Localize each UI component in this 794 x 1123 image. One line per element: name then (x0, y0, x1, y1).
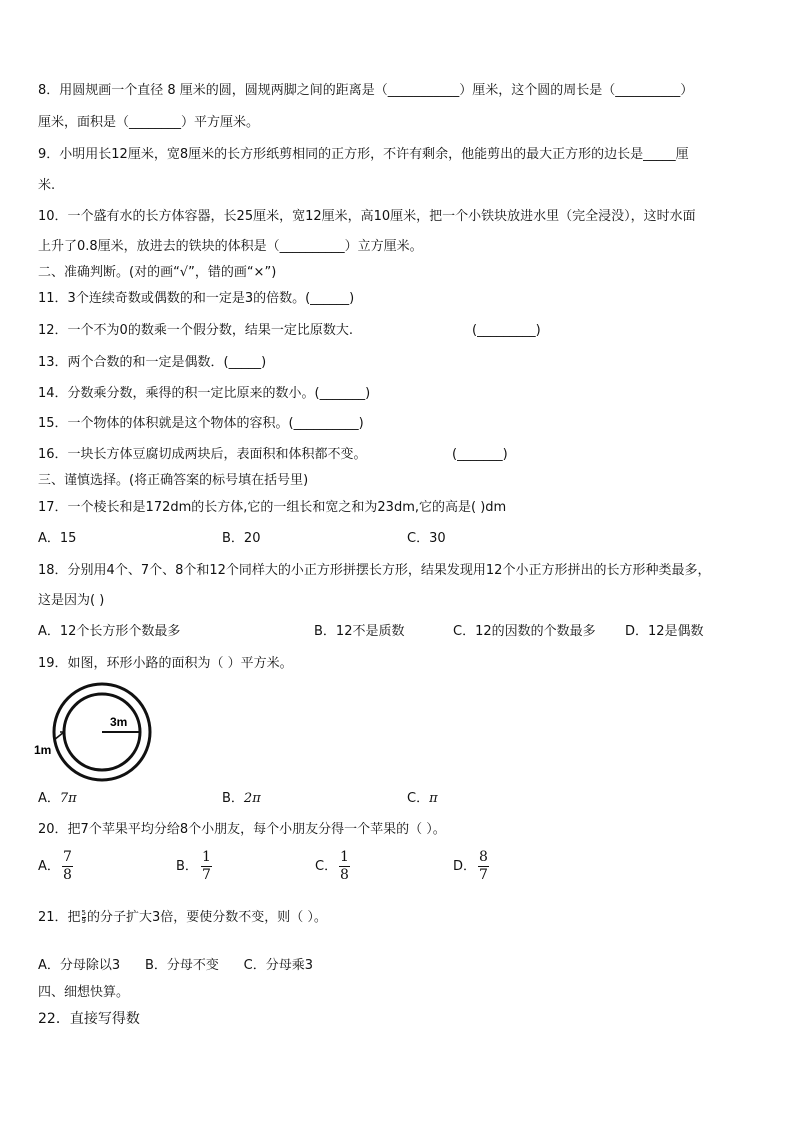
q21-options: A．分母除以3 B．分母不变 C．分母乘3 (38, 958, 314, 973)
q8-line-1: 8．用圆规画一个直径 8 厘米的圆，圆规两脚之间的距离是（___________）厘米，这个圆的周长是（__________） (38, 83, 694, 98)
q19-option-a-value: 7π (59, 791, 77, 806)
q18-option-c: C．12的因数的个数最多 (453, 624, 596, 639)
ring-path-figure (30, 682, 160, 788)
q16-answer-blank: (_______) (452, 447, 508, 462)
q19-option-b (222, 790, 261, 808)
q18-option-a: A．12个长方形个数最多 (38, 624, 181, 639)
q8-line-2: 厘米，面积是（________）平方厘米。 (38, 115, 260, 130)
fraction-numerator: 8 (479, 849, 488, 865)
q9-line-1: 9．小明用长12厘米，宽8厘米的长方形纸剪相同的正方形，不许有剩余，他能剪出的最大正方形的边长是_____厘 (38, 147, 689, 162)
q20-option-d-fraction (478, 849, 489, 884)
q20-option-b-letter: B． (176, 859, 198, 874)
q19-option-b-letter: B． (222, 791, 244, 806)
q11-text: 11．3个连续奇数或偶数的和一定是3的倍数。(______) (38, 291, 355, 306)
q22-text: 22．直接写得数 (38, 1011, 140, 1027)
fraction-numerator: 1 (202, 849, 211, 865)
q9-line-2: 米. (38, 178, 56, 193)
fraction-denominator: 9 (81, 917, 87, 925)
q18-option-d: D．12是偶数 (625, 624, 704, 639)
q19-option-b-value: 2π (243, 791, 261, 806)
q12-text: 12．一个不为0的数乘一个假分数，结果一定比原数大. (38, 323, 353, 338)
q10-line-2: 上升了0.8厘米，放进去的铁块的体积是（__________）立方厘米。 (38, 239, 423, 254)
fraction-numerator: 7 (63, 849, 72, 865)
q19-option-a-letter: A． (38, 791, 60, 806)
q13-text: 13．两个合数的和一定是偶数．(_____) (38, 355, 267, 370)
q19-option-c-letter: C． (407, 791, 430, 806)
section-2-heading: 二、准确判断。(对的画“√”，错的画“×”) (38, 265, 277, 280)
q21-stem (38, 909, 327, 927)
q20-option-d-letter: D． (453, 859, 477, 874)
q19-option-c-value: π (429, 791, 438, 806)
fraction-denominator: 7 (202, 867, 211, 883)
q17-option-c: C．30 (407, 531, 446, 546)
section-3-heading: 三、谨慎选择。(将正确答案的标号填在括号里) (38, 473, 309, 488)
q15-text: 15．一个物体的体积就是这个物体的容积。(__________) (38, 416, 364, 431)
q20-stem: 20．把7个苹果平均分给8个小朋友，每个小朋友分得一个苹果的（ ）。 (38, 822, 446, 837)
q21-prefix: 21．把 (38, 910, 81, 925)
q19-option-a (38, 790, 77, 808)
q16-text: 16．一块长方体豆腐切成两块后，表面积和体积都不变。 (38, 447, 367, 462)
q17-option-b: B．20 (222, 531, 261, 546)
q10-line-1: 10．一个盛有水的长方体容器，长25厘米，宽12厘米，高10厘米，把一个小铁块放进水里（完全浸没），这时水面 (38, 209, 696, 224)
q20-option-a-fraction (62, 849, 73, 884)
fraction-numerator: 1 (340, 849, 349, 865)
q19-stem: 19．如图，环形小路的面积为（ ）平方米。 (38, 656, 293, 671)
ring-width-label: 1m (34, 743, 52, 757)
q17-stem: 17．一个棱长和是172dm的长方体,它的一组长和宽之和为23dm,它的高是( )dm (38, 500, 507, 515)
q12-answer-blank: (_________) (472, 323, 541, 338)
section-4-heading: 四、细想快算。 (38, 985, 130, 1000)
inner-radius-label: 3m (110, 715, 128, 729)
q18-line-2: 这是因为( ) (38, 593, 105, 608)
q18-line-1: 18．分别用4个、7个、8个和12个同样大的小正方形拼摆长方形，结果发现用12个小正方形拼出的长方形种类最多， (38, 563, 711, 578)
fraction-numerator: 5 (81, 909, 87, 917)
q14-text: 14．分数乘分数，乘得的积一定比原来的数小。(_______) (38, 386, 371, 401)
q20-option-a-letter: A． (38, 859, 60, 874)
q18-option-b: B．12不是质数 (314, 624, 405, 639)
q20-option-b-fraction (201, 849, 212, 884)
fraction-denominator: 8 (63, 867, 72, 883)
fraction-denominator: 8 (340, 867, 349, 883)
fraction-denominator: 7 (479, 867, 488, 883)
q19-option-c (407, 790, 438, 808)
q21-small-fraction (82, 910, 86, 925)
q17-option-a: A．15 (38, 531, 77, 546)
q21-suffix: 的分子扩大3倍，要使分数不变，则（ ）。 (87, 910, 327, 925)
q20-option-c-letter: C． (315, 859, 338, 874)
q20-option-c-fraction (339, 849, 350, 884)
